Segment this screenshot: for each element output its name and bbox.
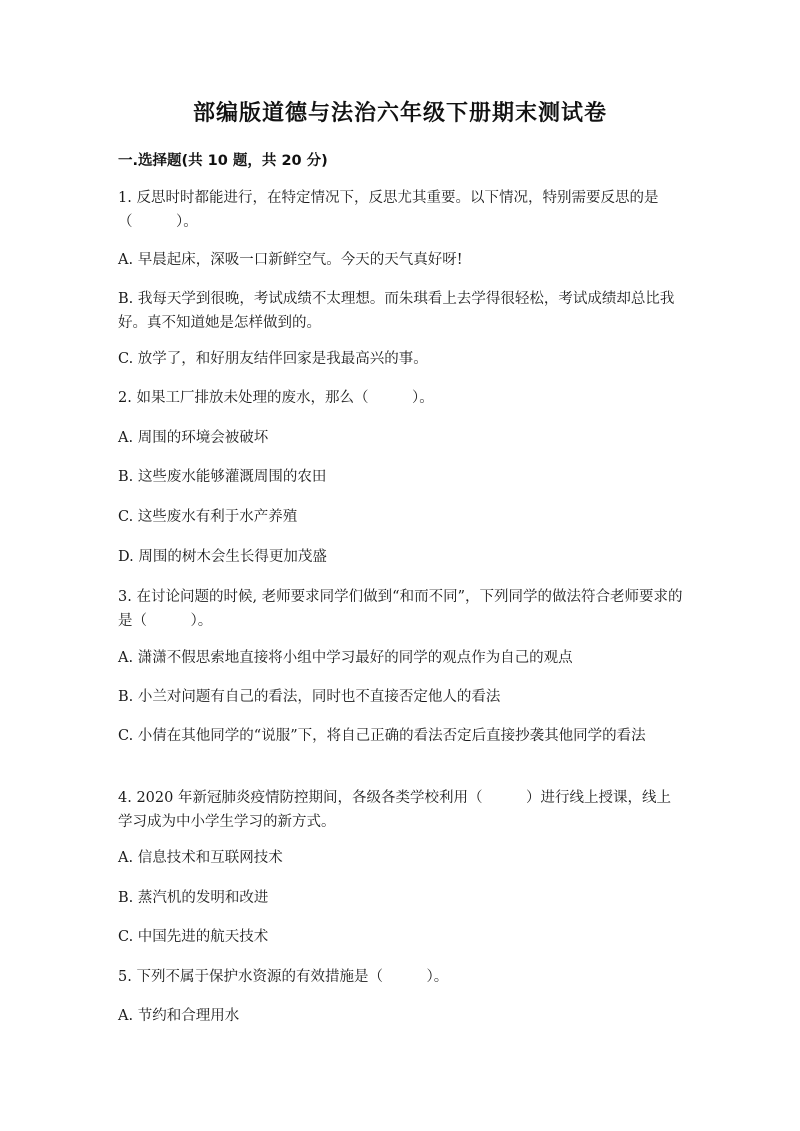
- question-5-stem: 5. 下列不属于保护水资源的有效措施是（ ）。: [118, 969, 449, 985]
- question-2-stem: 2. 如果工厂排放未处理的废水，那么（ ）。: [118, 390, 434, 406]
- question-2-option-d: D. 周围的树木会生长得更加茂盛: [118, 549, 327, 565]
- question-1-option-a: A. 早晨起床，深吸一口新鲜空气。今天的天气真好呀!: [118, 252, 463, 268]
- question-3-stem: 3. 在讨论问题的时候, 老师要求同学们做到“和而不同”，下列同学的做法符合老师要求的是（ ）。: [118, 589, 683, 629]
- question-4-option-c: C. 中国先进的航天技术: [118, 929, 269, 945]
- question-4-option-b: B. 蒸汽机的发明和改进: [118, 890, 269, 906]
- question-5-option-a: A. 节约和合理用水: [118, 1008, 240, 1024]
- question-2-option-a: A. 周围的环境会被破坏: [118, 430, 269, 446]
- question-4-stem: 4. 2020 年新冠肺炎疫情防控期间，各级各类学校利用（ ）进行线上授课，线上学习成为中小学生学习的新方式。: [118, 790, 671, 830]
- question-1-option-b: B. 我每天学到很晚，考试成绩不太理想。而朱琪看上去学得很轻松，考试成绩却总比我好。真不知道她是怎样做到的。: [118, 291, 675, 331]
- question-1-stem: 1. 反思时时都能进行，在特定情况下，反思尤其重要。以下情况，特别需要反思的是（ ）。: [118, 190, 659, 230]
- question-3-option-c: C. 小倩在其他同学的“说服”下，将自己正确的看法否定后直接抄袭其他同学的看法: [118, 728, 646, 744]
- page-title: 部编版道德与法治六年级下册期末测试卷: [192, 101, 607, 126]
- question-2-option-c: C. 这些废水有利于水产养殖: [118, 509, 298, 525]
- question-2-option-b: B. 这些废水能够灌溉周围的农田: [118, 469, 327, 485]
- section-heading: 一.选择题(共 10 题，共 20 分): [118, 153, 328, 169]
- question-1-option-c: C. 放学了，和好朋友结伴回家是我最高兴的事。: [118, 351, 428, 367]
- question-3-option-a: A. 潇潇不假思索地直接将小组中学习最好的同学的观点作为自己的观点: [118, 650, 573, 666]
- question-3-option-b: B. 小兰对问题有自己的看法，同时也不直接否定他人的看法: [118, 689, 501, 705]
- question-4-option-a: A. 信息技术和互联网技术: [118, 850, 283, 866]
